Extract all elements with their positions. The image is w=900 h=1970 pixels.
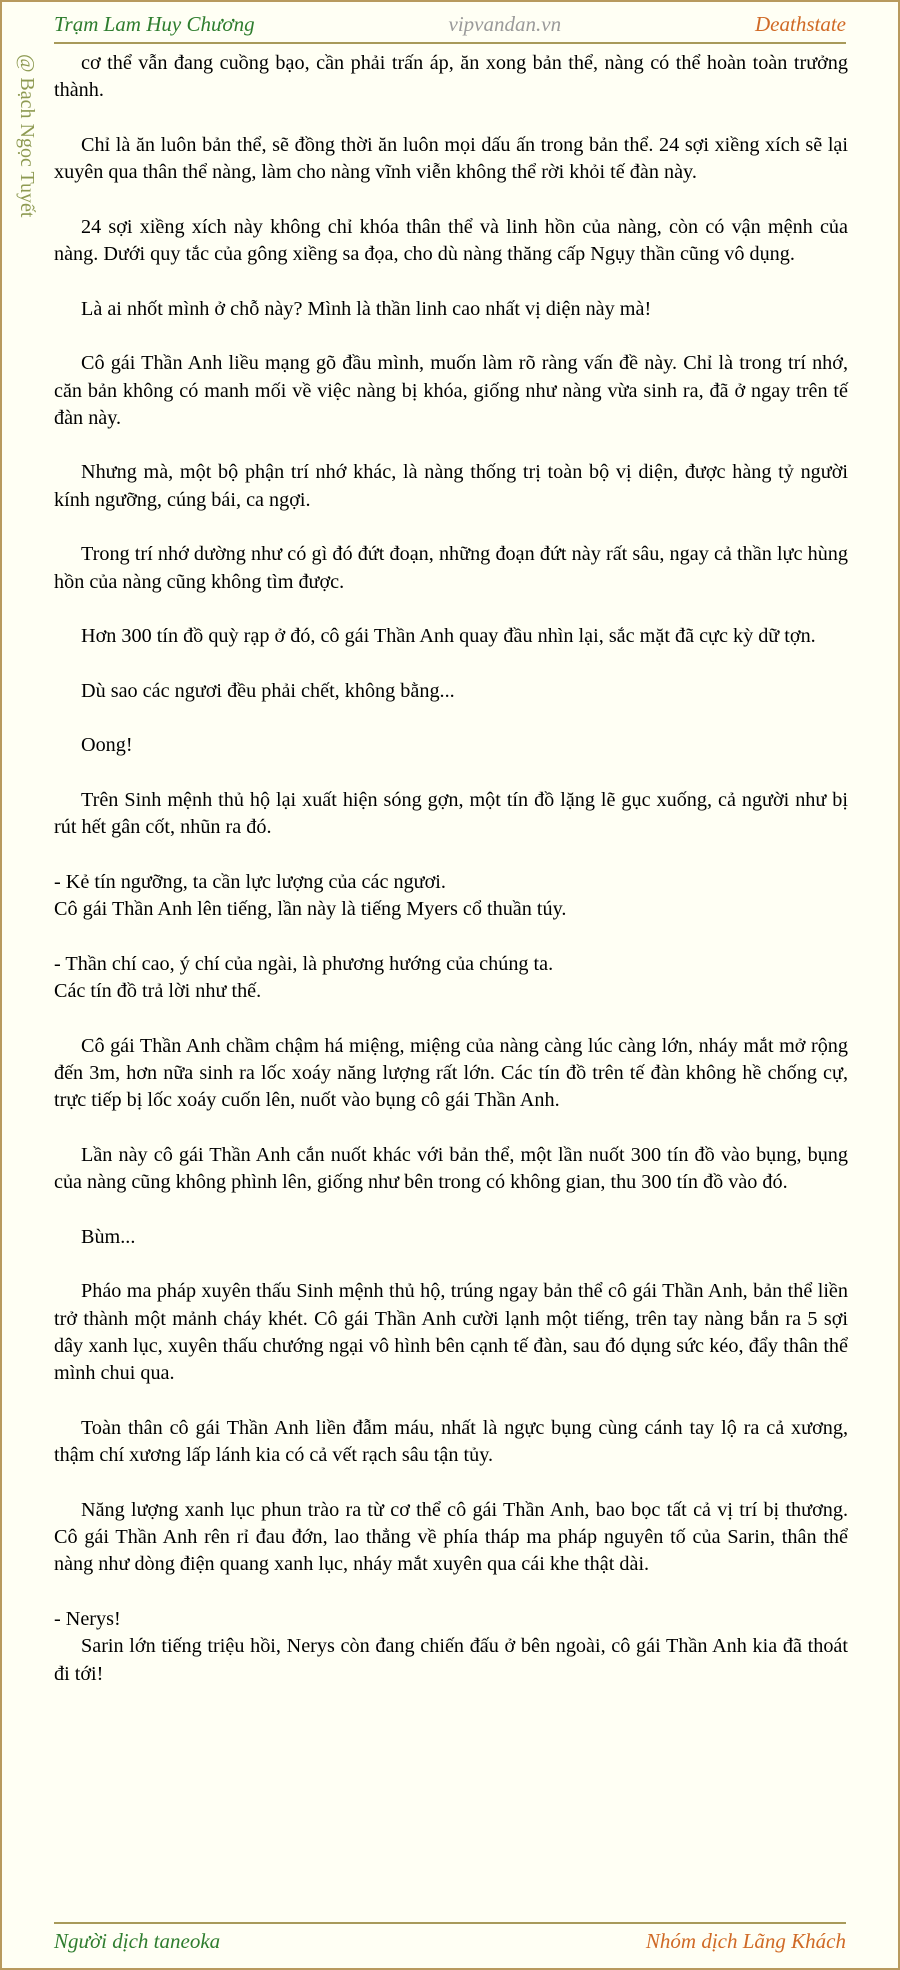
dialogue-line: - Thần chí cao, ý chí của ngài, là phương hướng của chúng ta. (54, 952, 554, 975)
paragraph: Hơn 300 tín đồ quỳ rạp ở đó, cô gái Thần Anh quay đầu nhìn lại, sắc mặt đã cực kỳ dữ tợn. (81, 625, 816, 648)
paragraph: Nhưng mà, một bộ phận trí nhớ khác, là nàng thống trị toàn bộ vị diện, được hàng tỷ người kính ngưỡng, cúng bái, ca ngợi. (54, 461, 848, 511)
paragraph: Pháo ma pháp xuyên thấu Sinh mệnh thủ hộ, trúng ngay bản thể cô gái Thần Anh, bản thể liền trở thành một mảnh cháy khét. Cô gái Thần Anh cười lạnh một tiếng, trên tay nàng bắn ra 5 sợi dây xanh lục, xuyên thấu chướng ngại vô hình bên cạnh tế đàn, sau đó dụng sức kéo, đẩy thân thể mình chui qua. (54, 1280, 848, 1385)
group-credit: Nhóm dịch Lãng Khách (645, 1929, 846, 1953)
page-footer (54, 1929, 846, 1954)
paragraph: Chỉ là ăn luôn bản thể, sẽ đồng thời ăn luôn mọi dấu ấn trong bản thể. 24 sợi xiềng xích sẽ lại xuyên qua thân thể nàng, làm cho nàng vĩnh viễn không thể rời khỏi tế đàn này. (54, 133, 848, 184)
paragraph: Bùm... (81, 1225, 136, 1248)
paragraph: Oong! (81, 734, 133, 757)
page-header (54, 12, 846, 37)
site-name: Trạm Lam Huy Chương (54, 12, 255, 36)
paragraph: Năng lượng xanh lục phun trào ra từ cơ thể cô gái Thần Anh, bao bọc tất cả vị trí bị thương. Cô gái Thần Anh rên rỉ đau đớn, lao thẳng về phía tháp ma pháp nguyên tố của Sarin, thân thể nàng như dòng điện quang xanh lục, nháy mắt xuyên qua cái khe thật dài. (54, 1498, 848, 1576)
dialogue-narration: Cô gái Thần Anh lên tiếng, lần này là tiếng Myers cổ thuần túy. (54, 898, 567, 921)
watermark-sidebar: @ Bạch Ngọc Tuyết (16, 54, 38, 218)
paragraph: cơ thể vẫn đang cuồng bạo, cần phải trấn áp, ăn xong bản thể, nàng có thể hoàn toàn trưởng thành. (54, 52, 848, 102)
paragraph: Là ai nhốt mình ở chỗ này? Mình là thần linh cao nhất vị diện này mà! (81, 297, 652, 320)
site-url[interactable]: vipvandan.vn (448, 12, 562, 36)
header-divider (54, 42, 846, 44)
dialogue-narration: Sarin lớn tiếng triệu hồi, Nerys còn đang chiến đấu ở bên ngoài, cô gái Thần Anh kia đã thoát đi tới! (54, 1635, 848, 1685)
chapter-content (54, 50, 848, 1715)
paragraph: Cô gái Thần Anh chầm chậm há miệng, miệng của nàng càng lúc càng lớn, nháy mắt mở rộng đến 3m, hơn nữa sinh ra lốc xoáy năng lượng rất lớn. Các tín đồ trên tế đàn không hề chống cự, trực tiếp bị lốc xoáy cuốn lên, nuốt vào bụng cô gái Thần Anh. (54, 1034, 848, 1112)
paragraph: Dù sao các ngươi đều phải chết, không bằng... (81, 679, 455, 702)
paragraph: Toàn thân cô gái Thần Anh liền đẫm máu, nhất là ngực bụng cùng cánh tay lộ ra cả xương, thậm chí xương lấp lánh kia có cả vết rạch sâu tận tủy. (54, 1416, 848, 1467)
dialogue-block (54, 869, 848, 924)
paragraph: Cô gái Thần Anh liều mạng gõ đầu mình, muốn làm rõ ràng vấn đề này. Chỉ là trong trí nhớ, căn bản không có manh mối về việc nàng bị khóa, giống như nàng vừa sinh ra, đã ở ngay trên tế đàn này. (54, 352, 848, 429)
dialogue-block (54, 1606, 848, 1688)
dialogue-narration: Các tín đồ trả lời như thế. (54, 980, 262, 1003)
paragraph: Trên Sinh mệnh thủ hộ lại xuất hiện sóng gợn, một tín đồ lặng lẽ gục xuống, cả người như bị rút hết gân cốt, nhũn ra đó. (54, 789, 848, 839)
dialogue-line: - Nerys! (54, 1607, 121, 1630)
footer-divider (54, 1922, 846, 1924)
paragraph: 24 sợi xiềng xích này không chỉ khóa thân thể và linh hồn của nàng, còn có vận mệnh của nàng. Dưới quy tắc của gông xiềng sa đọa, cho dù nàng thăng cấp Ngụy thần cũng vô dụng. (54, 215, 848, 266)
dialogue-block (54, 951, 848, 1006)
book-title: Deathstate (755, 12, 846, 36)
paragraph: Lần này cô gái Thần Anh cắn nuốt khác với bản thể, một lần nuốt 300 tín đồ vào bụng, bụng của nàng cũng không phình lên, giống như bên trong có không gian, thu 300 tín đồ vào đó. (54, 1143, 848, 1194)
translator-credit: Người dịch taneoka (54, 1929, 221, 1953)
paragraph: Trong trí nhớ dường như có gì đó đứt đoạn, những đoạn đứt này rất sâu, ngay cả thần lực hùng hồn của nàng cũng không tìm được. (54, 543, 848, 593)
dialogue-line: - Kẻ tín ngưỡng, ta cần lực lượng của các ngươi. (54, 870, 446, 893)
